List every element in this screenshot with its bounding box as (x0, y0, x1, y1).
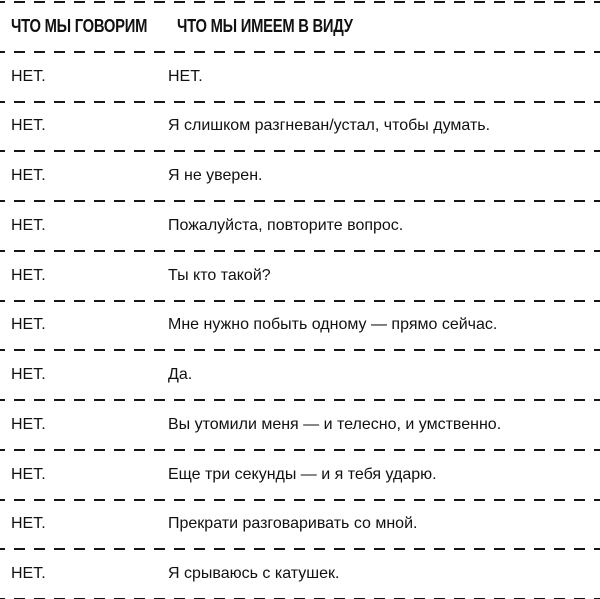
say-cell: НЕТ. (11, 167, 46, 185)
say-cell: НЕТ. (11, 515, 46, 533)
table-header-row (0, 3, 600, 51)
mean-cell: Да. (168, 366, 193, 384)
table-row (0, 252, 600, 300)
table-row (0, 501, 600, 549)
header-cell-mean (177, 16, 600, 37)
say-cell: НЕТ. (11, 415, 46, 433)
table-row (0, 53, 600, 101)
mean-cell: Я слишком разгневан/устал, чтобы думать. (168, 117, 491, 135)
say-cell: НЕТ. (11, 117, 46, 135)
header-mean-label: ЧТО МЫ ИМЕЕМ В ВИДУ (177, 16, 353, 37)
mean-cell: Мне нужно побыть одному — прямо сейчас. (168, 316, 498, 334)
table-row (0, 451, 600, 499)
mean-cell: НЕТ. (168, 67, 203, 85)
header-say-label: ЧТО МЫ ГОВОРИМ (11, 16, 148, 37)
table-row (0, 103, 600, 151)
mean-cell: Пожалуйста, повторите вопрос. (168, 216, 404, 234)
say-cell: НЕТ. (11, 216, 46, 234)
table-row (0, 351, 600, 399)
say-cell: НЕТ. (11, 67, 46, 85)
say-cell: НЕТ. (11, 465, 46, 483)
say-cell: НЕТ. (11, 316, 46, 334)
mean-cell: Я срываюсь с катушек. (168, 565, 340, 583)
say-cell: НЕТ. (11, 565, 46, 583)
mean-cell: Я не уверен. (168, 167, 263, 185)
table-row (0, 302, 600, 350)
table-row (0, 550, 600, 598)
table-row (0, 202, 600, 250)
table-row (0, 401, 600, 449)
mean-cell: Вы утомили меня — и телесно, и умственно. (168, 415, 502, 433)
say-cell: НЕТ. (11, 366, 46, 384)
table-row (0, 152, 600, 200)
mean-cell: Ты кто такой? (168, 266, 271, 284)
mean-cell: Прекрати разговаривать со мной. (168, 515, 418, 533)
say-cell: НЕТ. (11, 266, 46, 284)
mean-cell: Еще три секунды — и я тебя ударю. (168, 465, 437, 483)
header-cell-say (11, 16, 177, 37)
